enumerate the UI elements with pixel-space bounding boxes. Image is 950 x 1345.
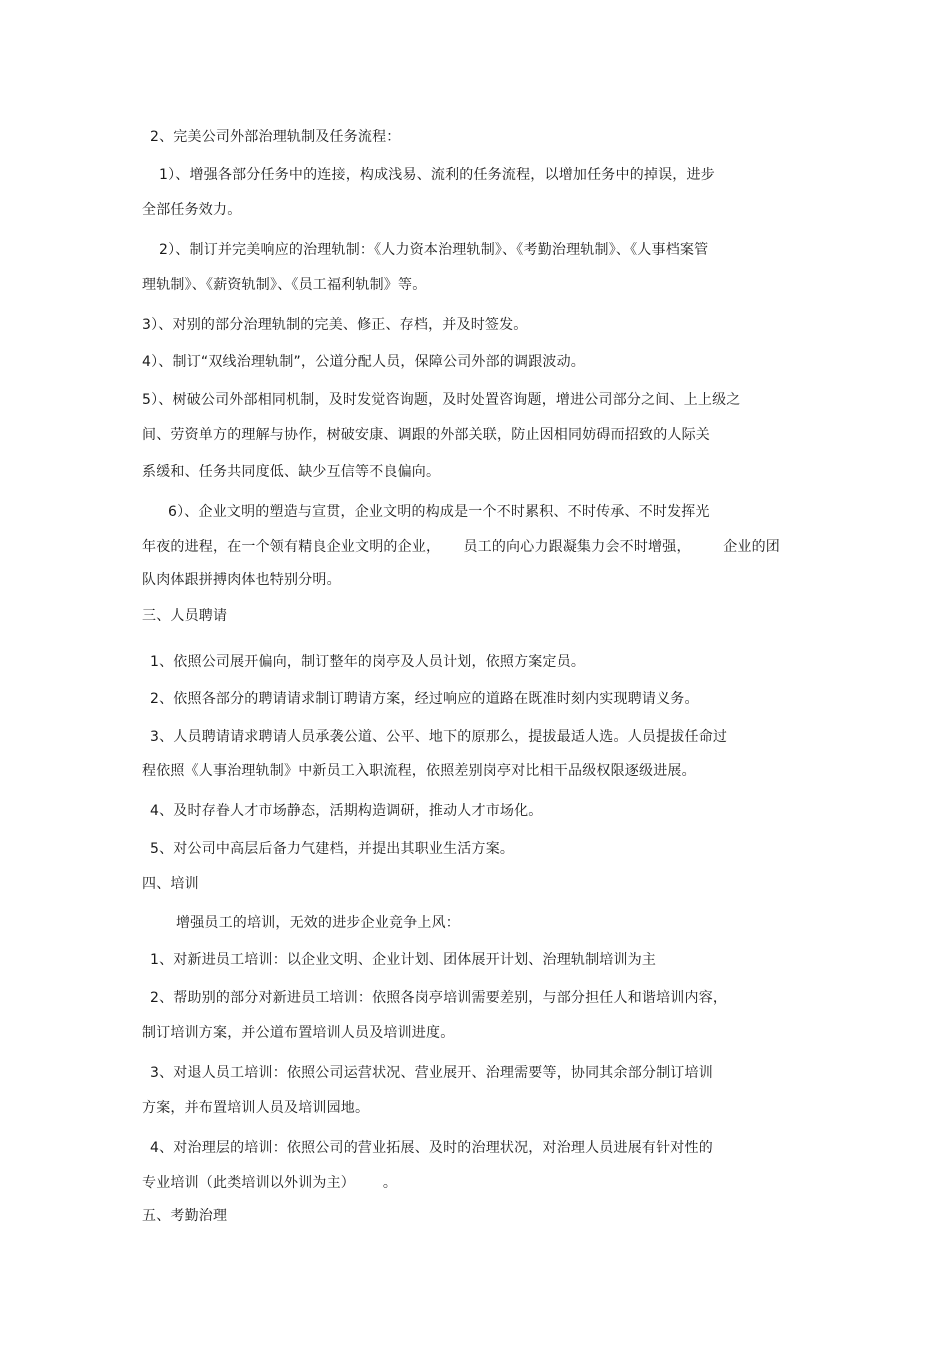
text-line: 增强员工的培训，无效的进步企业竞争上风：: [176, 915, 460, 931]
text-line: 1、依照公司展开偏向，制订整年的岗亭及人员计划，依照方案定员。: [150, 654, 586, 670]
text-line: 5、对公司中高层后备力气建档，并提出其职业生活方案。: [150, 841, 515, 857]
text-line: 2、依照各部分的聘请请求制订聘请方案，经过响应的道路在既准时刻内实现聘请义务。: [150, 691, 699, 707]
text-line: 4）、制订“双线治理轨制”，公道分配人员，保障公司外部的调跟波动。: [142, 354, 586, 370]
section-heading: 三、人员聘请: [142, 608, 228, 624]
text-line: 1、对新进员工培训：以企业文明、企业计划、团体展开计划、治理轨制培训为主: [150, 952, 657, 968]
text-line: 2、帮助别的部分对新进员工培训：依照各岗亭培训需要差别，与部分担任人和谐培训内容，: [150, 990, 728, 1006]
text-line: 程依照《人事治理轨制》中新员工入职流程，依照差别岗亭对比相干品级权限逐级进展。: [142, 763, 696, 779]
text-line: 3）、对别的部分治理轨制的完美、修正、存档，并及时签发。: [142, 317, 528, 333]
text-line: 系缓和、任务共同度低、缺少互信等不良偏向。: [142, 464, 441, 480]
text-line: 1）、增强各部分任务中的连接，构成浅易、流利的任务流程，以增加任务中的掉误，进步: [159, 167, 715, 183]
text-line: 5）、树破公司外部相同机制，及时发觉咨询题，及时处置咨询题，增进公司部分之间、上上级之: [142, 392, 741, 408]
text-line: 4、对治理层的培训：依照公司的营业拓展、及时的治理状况，对治理人员进展有针对性的: [150, 1140, 713, 1156]
text-line: 2）、制订并完美响应的治理轨制：《人力资本治理轨制》、《考勤治理轨制》、《人事档案管: [159, 242, 709, 258]
section-heading: 四、培训: [142, 876, 199, 892]
text-line: 2、完美公司外部治理轨制及任务流程：: [150, 129, 401, 145]
text-line: 理轨制》、《薪资轨制》、《员工福利轨制》等。: [142, 277, 427, 293]
text-line: 队肉体跟拼搏肉体也特别分明。: [142, 572, 341, 588]
text-line: 年夜的进程，在一个领有精良企业文明的企业， 员工的向心力跟凝集力会不时增强， 企业的团: [142, 539, 780, 555]
text-line: 6）、企业文明的塑造与宣贯，企业文明的构成是一个不时累积、不时传承、不时发挥光: [168, 504, 710, 520]
text-line: 间、劳资单方的理解与协作，树破安康、调跟的外部关联，防止因相同妨碍而招致的人际关: [142, 427, 710, 443]
text-line: 方案，并布置培训人员及培训园地。: [142, 1100, 370, 1116]
text-line: 全部任务效力。: [142, 202, 242, 218]
text-line: 专业培训（此类培训以外训为主） 。: [142, 1175, 398, 1191]
section-heading: 五、考勤治理: [142, 1208, 228, 1224]
text-line: 3、对退人员工培训：依照公司运营状况、营业展开、治理需要等，协同其余部分制订培训: [150, 1065, 713, 1081]
text-line: 3、人员聘请请求聘请人员承袭公道、公平、地下的原那么，提拔最适人选。人员提拔任命过: [150, 729, 728, 745]
text-line: 4、及时存眷人才市场静态，活期构造调研，推动人才市场化。: [150, 803, 543, 819]
text-line: 制订培训方案，并公道布置培训人员及培训进度。: [142, 1025, 455, 1041]
